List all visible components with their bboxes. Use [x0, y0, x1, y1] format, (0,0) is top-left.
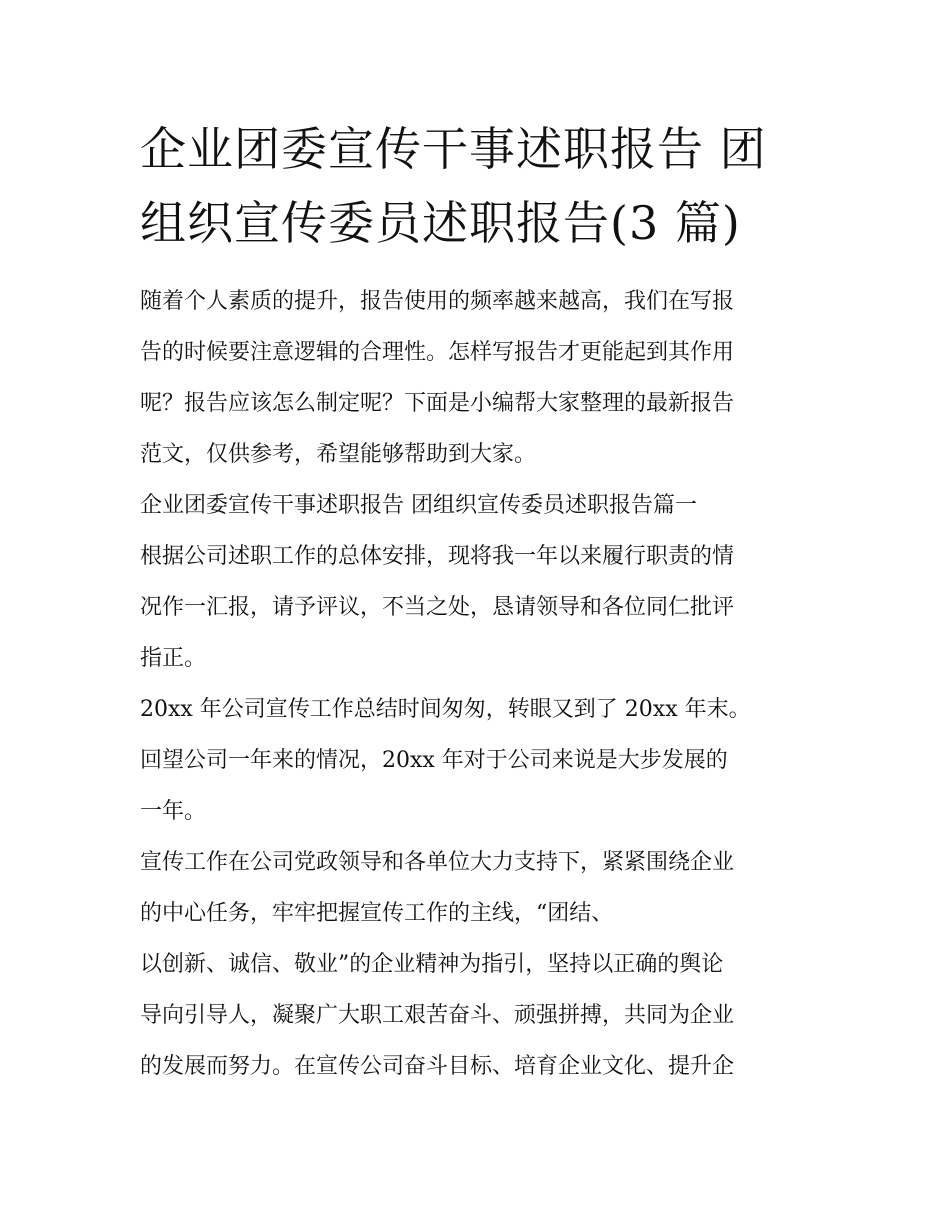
body-line: 呢？报告应该怎么制定呢？下面是小编帮大家整理的最新报告: [140, 391, 735, 416]
body-line: 一年。: [140, 799, 207, 824]
body-line: 指正。: [140, 646, 207, 671]
title-line: 组织宣传委员述职报告(3 篇): [140, 196, 741, 250]
section-heading: 企业团委宣传干事述职报告 团组织宣传委员述职报告篇一: [140, 493, 697, 518]
document-title: [140, 112, 820, 260]
body-line: 的中心任务，牢牢把握宣传工作的主线，“团结、: [140, 901, 614, 926]
body-line: 范文，仅供参考，希望能够帮助到大家。: [140, 442, 537, 467]
body-line: 随着个人素质的提升，报告使用的频率越来越高，我们在写报: [140, 289, 735, 314]
body-line: 的发展而努力。在宣传公司奋斗目标、培育企业文化、提升企: [140, 1054, 735, 1079]
title-line: 企业团委宣传干事述职报告 团: [140, 122, 767, 176]
body-line: 宣传工作在公司党政领导和各单位大力支持下，紧紧围绕企业: [140, 850, 735, 875]
body-line: 以创新、诚信、敬业”的企业精神为指引，坚持以正确的舆论: [140, 952, 724, 977]
body-line: 根据公司述职工作的总体安排，现将我一年以来履行职责的情: [140, 544, 735, 569]
body-line: 告的时候要注意逻辑的合理性。怎样写报告才更能起到其作用: [140, 340, 735, 365]
document-body: [140, 276, 815, 1092]
body-line: 况作一汇报，请予评议，不当之处，恳请领导和各位同仁批评: [140, 595, 735, 620]
body-line: 20xx 年公司宣传工作总结时间匆匆，转眼又到了 20xx 年末。: [140, 697, 751, 722]
body-line: 回望公司一年来的情况，20xx 年对于公司来说是大步发展的: [140, 748, 728, 773]
body-line: 导向引导人，凝聚广大职工艰苦奋斗、顽强拼搏，共同为企业: [140, 1003, 735, 1028]
